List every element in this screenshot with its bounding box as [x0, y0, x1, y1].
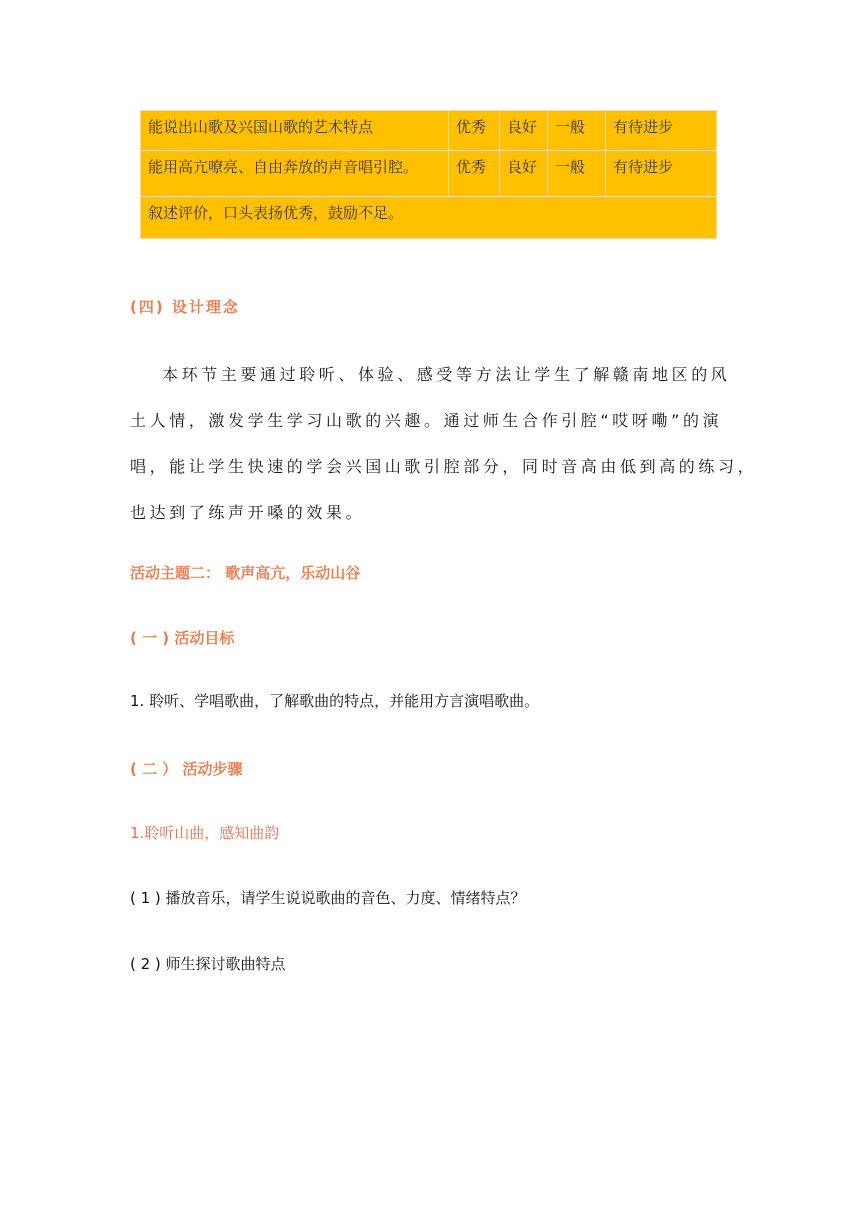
table-row: [141, 197, 717, 239]
grade-cell: 优秀: [449, 111, 500, 151]
paragraph-line: 本环节主要通过聆听、体验、感受等方法让学生了解赣南地区的风: [162, 365, 731, 384]
grade-cell: 良好: [500, 111, 548, 151]
criterion-cell: 能说出山歌及兴国山歌的艺术特点: [141, 111, 449, 151]
criterion-cell: 能用高亢嘹亮、自由奔放的声音唱引腔。: [141, 151, 449, 197]
step-item: ( 1 ) 播放音乐，请学生说说歌曲的音色、力度、情绪特点？: [130, 889, 526, 907]
activity-steps-heading: ( 二 ） 活动步骤: [130, 760, 243, 778]
step-item: ( 2 ) 师生探讨歌曲特点: [130, 955, 286, 973]
paragraph-line: 土人情，激发学生学习山歌的兴趣。通过师生合作引腔“哎呀嘞”的演: [130, 411, 723, 430]
paragraph-line: 也达到了练声开嗓的效果。: [130, 503, 366, 522]
grade-cell: 一般: [548, 151, 606, 197]
activity-theme-title: 活动主题二： 歌声高亢，乐动山谷: [130, 564, 361, 582]
step-heading: 1.聆听山曲，感知曲韵: [130, 824, 280, 842]
grade-cell: 有待进步: [606, 111, 717, 151]
activity-goal-heading: ( 一 ) 活动目标: [130, 629, 235, 647]
design-concept-paragraph: [130, 352, 762, 536]
paragraph-line: 唱，能让学生快速的学会兴国山歌引腔部分，同时音高由低到高的练习，: [130, 457, 758, 476]
grade-cell: 良好: [500, 151, 548, 197]
grade-cell: 有待进步: [606, 151, 717, 197]
table-row: [141, 151, 717, 197]
evaluation-table: [140, 110, 717, 239]
table-row: [141, 111, 717, 151]
section-heading-design-concept: (四) 设计理念: [130, 298, 240, 316]
summary-cell: 叙述评价，口头表扬优秀，鼓励不足。: [141, 197, 717, 239]
grade-cell: 一般: [548, 111, 606, 151]
grade-cell: 优秀: [449, 151, 500, 197]
activity-goal-item: 1. 聆听、学唱歌曲，了解歌曲的特点，并能用方言演唱歌曲。: [130, 692, 540, 710]
